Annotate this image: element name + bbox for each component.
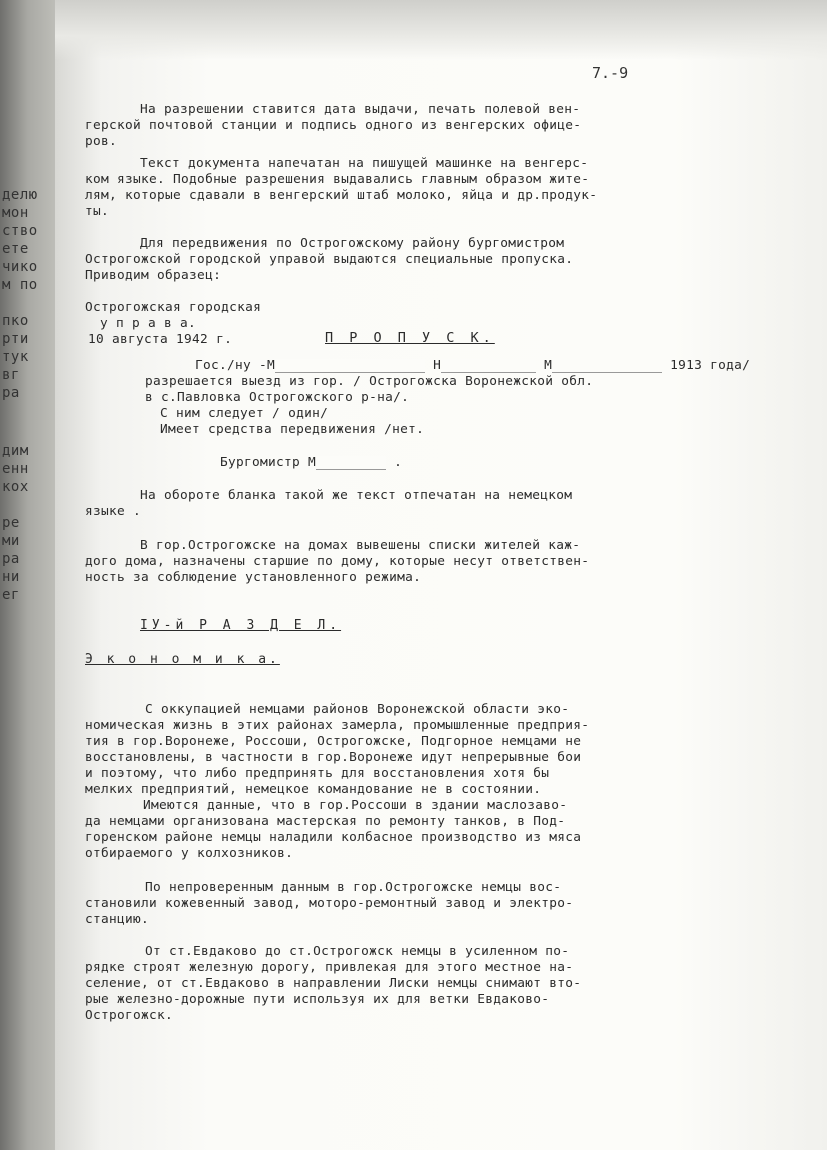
text-line: ты. — [85, 204, 110, 219]
text-line: В гор.Острогожске на домах вывешены списки жителей каж- — [140, 538, 581, 553]
redaction — [275, 359, 425, 373]
text-line: С ним следует / один/ — [160, 406, 329, 421]
redaction — [552, 359, 662, 373]
text-line: селение, от ст.Евдаково в направлении Лиски немцы снимают вто- — [85, 976, 582, 991]
text-line: горенском районе немцы наладили колбасное производство из мяса — [85, 830, 582, 845]
text-line: становили кожевенный завод, моторо-ремонтный завод и электро- — [85, 896, 574, 911]
text-line: и поэтому, что либо предпринять для восстановления хотя бы — [85, 766, 550, 781]
signature-line: Бургомистр М . — [220, 455, 403, 470]
text-line: С оккупацией немцами районов Воронежской области эко- — [145, 702, 570, 717]
text-line: По непроверенным данным в гор.Острогожске немцы вос- — [145, 880, 562, 895]
text-line: лям, которые сдавали в венгерский штаб молоко, яйца и др.продук- — [85, 188, 598, 203]
text-line: Острогожской городской управой выдаются специальные пропуска. — [85, 252, 574, 267]
section-heading: IУ-й Р А З Д Е Л. — [140, 618, 342, 633]
text-line: разрешается выезд из гор. / Острогожска Воронежской обл. — [145, 374, 594, 389]
subsection-heading: Э к о н о м и к а. — [85, 652, 280, 667]
text-line: восстановлены, в частности в гор.Воронеже идут непрерывные бои — [85, 750, 582, 765]
propusk-title: П Р О П У С К. — [325, 330, 495, 346]
text-line: Приводим образец: — [85, 268, 222, 283]
text-line: От ст.Евдаково до ст.Острогожск немцы в усиленном по- — [145, 944, 570, 959]
text-line: тия в гор.Воронеже, Россоши, Острогожске, Подгорное немцами не — [85, 734, 582, 749]
text-line: ком языке. Подобные разрешения выдавались главным образом жите- — [85, 172, 590, 187]
page-fold-shadow — [55, 0, 827, 60]
text-line: номическая жизнь в этих районах замерла, промышленные предприя- — [85, 718, 590, 733]
text-line: мелких предприятий, немецкое командование не в состоянии. — [85, 782, 542, 797]
text-line: ность за соблюдение установленного режима. — [85, 570, 422, 585]
propusk-date: 10 августа 1942 г. — [88, 332, 233, 347]
text-line: рые железно-дорожные пути используя их для ветки Евдаково- — [85, 992, 550, 1007]
text-line: Для передвижения по Острогожскому району бургомистром — [140, 236, 565, 251]
org-name-2: у п р а в а. — [100, 316, 197, 331]
text-line: в с.Павловка Острогожского р-на/. — [145, 390, 410, 405]
text-line: языке . — [85, 504, 142, 519]
text-line: отбираемого у колхозников. — [85, 846, 294, 861]
text-line: рядке строят железную дорогу, привлекая для этого местное на- — [85, 960, 574, 975]
text-line: На разрешении ставится дата выдачи, печать полевой вен- — [140, 102, 581, 117]
text-line: герской почтовой станции и подпись одного из венгерских офице- — [85, 118, 582, 133]
text-line: станцию. — [85, 912, 150, 927]
text-line: дого дома, назначены старшие по дому, которые несут ответствен- — [85, 554, 590, 569]
previous-page-text: делю мон ство ете чико м по пко рти тук вг ра дим енн кох ре ми ра ни ег — [2, 187, 38, 603]
text-line: Имеются данные, что в гор.Россоши в здании маслозаво- — [143, 798, 568, 813]
text-line: На обороте бланка такой же текст отпечатан на немецком — [140, 488, 573, 503]
text-line: Острогожск. — [85, 1008, 174, 1023]
page-number: 7.-9 — [592, 64, 629, 82]
text-line: Имеет средства передвижения /нет. — [160, 422, 425, 437]
org-name: Острогожская городская — [85, 300, 262, 315]
text-line: Текст документа напечатан на пишущей машинке на венгерс- — [140, 156, 589, 171]
redaction — [441, 359, 536, 373]
propusk-line-1: Гос./ну -М Н М 1913 года/ — [195, 358, 751, 373]
text-line: ров. — [85, 134, 118, 149]
redaction — [316, 456, 386, 470]
document-page — [55, 0, 827, 1150]
text-line: да немцами организована мастерская по ремонту танков, в Под- — [85, 814, 566, 829]
